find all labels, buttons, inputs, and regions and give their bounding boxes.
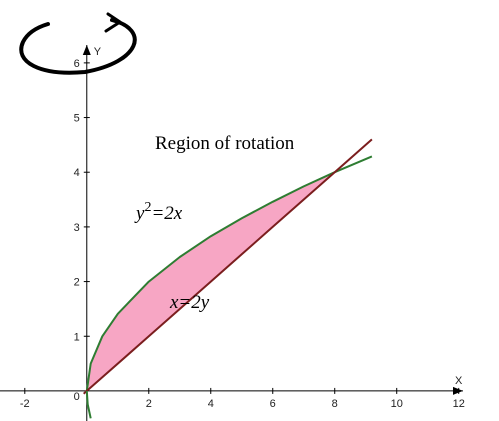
parabola-lower-branch xyxy=(87,391,91,418)
x-tick-label: 4 xyxy=(207,397,214,410)
y-tick-label: 4 xyxy=(73,167,80,180)
chart-title: Region of rotation xyxy=(155,133,295,154)
x-tick-label: -2 xyxy=(19,397,30,410)
x-tick-label: 10 xyxy=(390,397,403,410)
line-curve xyxy=(84,139,372,393)
x-tick-label: 2 xyxy=(145,397,152,410)
y-tick-label: 5 xyxy=(73,112,80,125)
x-tick-label: 12 xyxy=(452,397,465,410)
x-tick-label: 6 xyxy=(269,397,276,410)
y-tick-label: 2 xyxy=(73,276,80,289)
x-axis-arrow-icon xyxy=(453,387,463,395)
parabola-curve xyxy=(87,156,372,391)
y-tick-label: 3 xyxy=(73,221,80,234)
y-tick-label: 6 xyxy=(73,57,80,70)
y-axis-arrow-icon xyxy=(83,45,91,55)
x-tick-label: 8 xyxy=(331,397,338,410)
origin-label: 0 xyxy=(73,390,80,403)
x-axis-label: X xyxy=(455,374,463,387)
series-label-parabola: y2=2x xyxy=(136,200,183,224)
series-label-line: x=2y xyxy=(170,292,210,313)
y-axis-label: Y xyxy=(93,46,102,58)
y-tick-label: 1 xyxy=(73,331,80,344)
